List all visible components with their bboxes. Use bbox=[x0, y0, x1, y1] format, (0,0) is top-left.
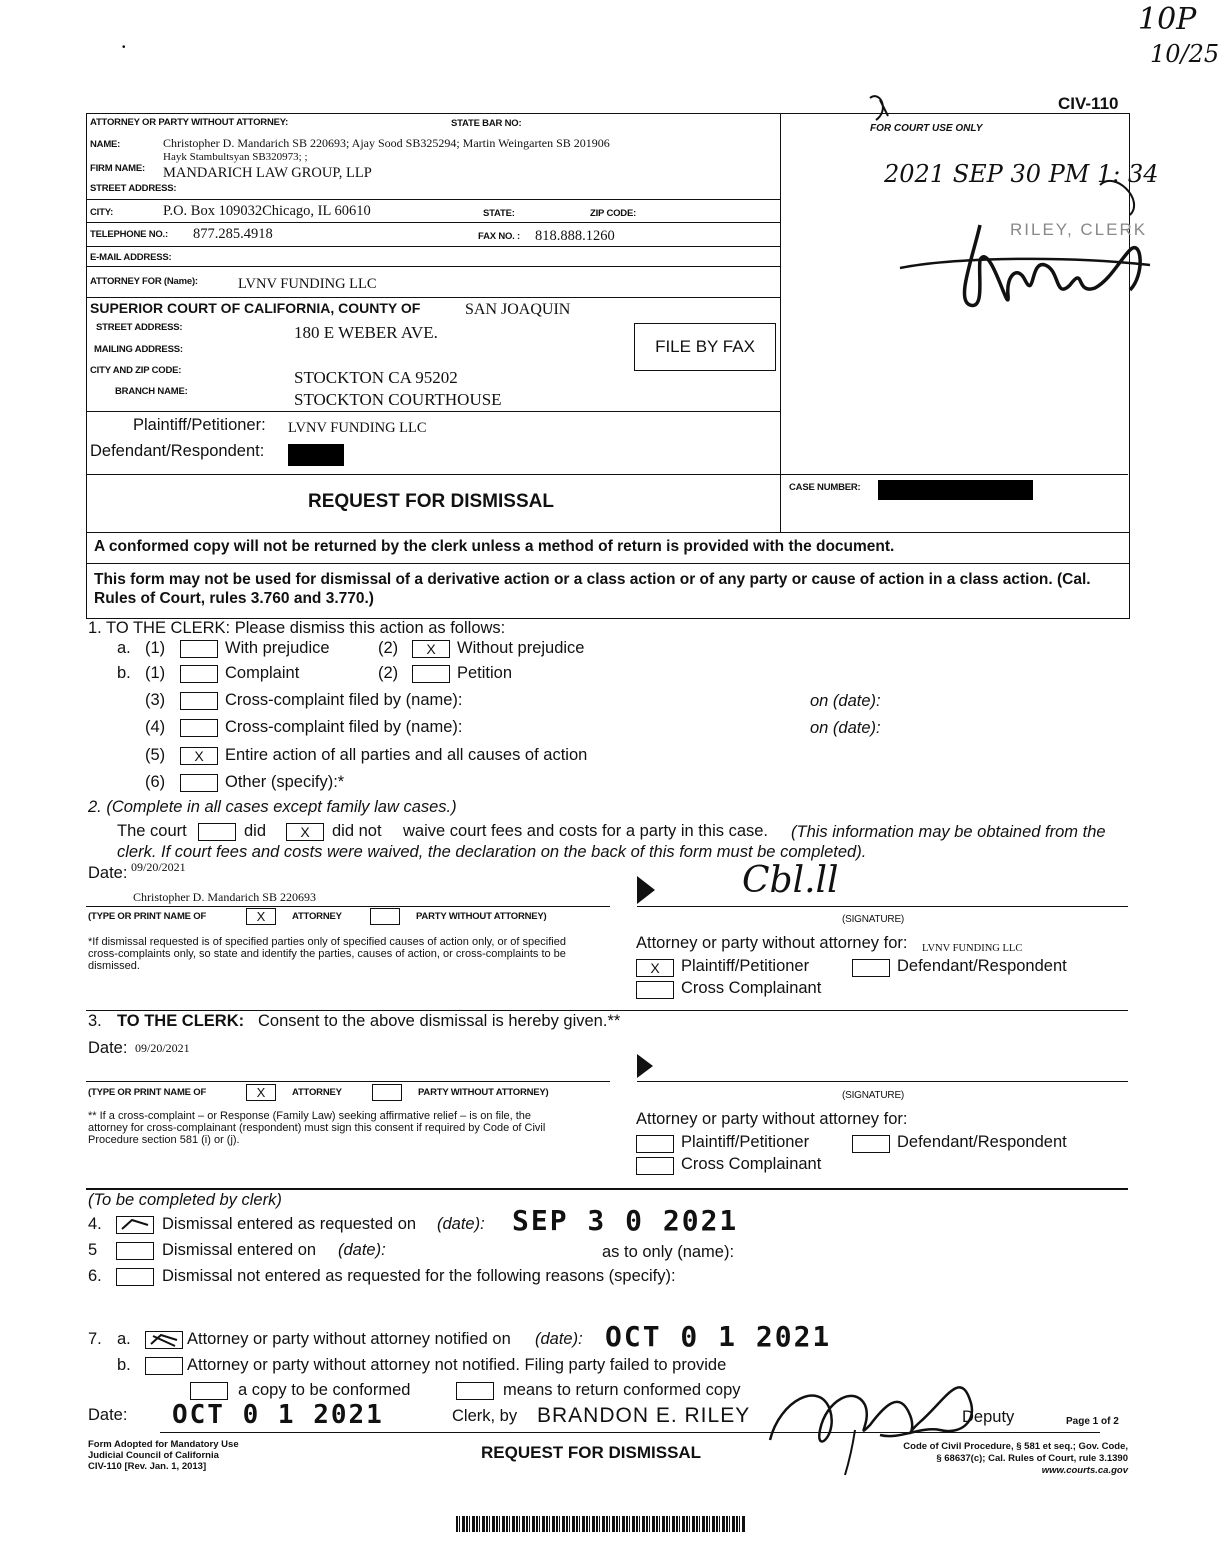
checkbox-cross-2[interactable] bbox=[636, 981, 674, 999]
other-label: Other (specify):* bbox=[225, 773, 345, 791]
checkbox-item5[interactable] bbox=[116, 1242, 154, 1260]
cross-label-2: Cross Complainant bbox=[681, 979, 822, 997]
section2-signer: Christopher D. Mandarich SB 220693 bbox=[133, 890, 316, 904]
city-value: P.O. Box 109032Chicago, IL 60610 bbox=[163, 203, 371, 219]
item7b-label: b. bbox=[117, 1356, 131, 1374]
item-a1-num: (1) bbox=[145, 639, 166, 657]
fax-label: FAX NO. : bbox=[478, 231, 521, 242]
footer-right-3: www.courts.ca.gov bbox=[1041, 1465, 1128, 1476]
attorney-for-value: LVNV FUNDING LLC bbox=[238, 276, 377, 292]
clerk-stamp: RILEY, CLERK bbox=[1010, 220, 1148, 239]
item-b-label: b. bbox=[117, 664, 131, 682]
did-label: did bbox=[244, 822, 267, 840]
class-action-notice: This form may not be used for dismissal of a derivative action or a class action or of any party or cause of action in a class action. (Cal. Rules of Court, rules 3.760 and 3.770.) bbox=[94, 571, 1091, 607]
checkbox-item7b[interactable] bbox=[145, 1357, 183, 1375]
barcode bbox=[456, 1516, 746, 1532]
section3-num: 3. bbox=[88, 1012, 102, 1030]
clerk-date: OCT 0 1 2021 bbox=[172, 1400, 384, 1430]
attorney-for-label-2: Attorney or party without attorney for: bbox=[636, 934, 908, 952]
checkbox-without-prejudice[interactable]: X bbox=[412, 640, 450, 658]
without-prejudice-label: Without prejudice bbox=[457, 639, 585, 657]
attorney-label-2: ATTORNEY bbox=[292, 911, 342, 922]
header-divider bbox=[780, 113, 781, 533]
footer-left-3: CIV-110 [Rev. Jan. 1, 2013] bbox=[88, 1461, 207, 1472]
margin-note-1: 10P bbox=[1138, 2, 1197, 37]
court-text: The court bbox=[117, 822, 187, 840]
checkbox-copy-conformed[interactable] bbox=[190, 1382, 228, 1400]
mailing-label: MAILING ADDRESS: bbox=[94, 344, 183, 355]
type-print-label-3: (TYPE OR PRINT NAME OF bbox=[88, 1087, 207, 1098]
filed-stamp: 2021 SEP 30 PM 1: 34 bbox=[884, 160, 1159, 188]
defendant-label-3: Defendant/Respondent bbox=[897, 1133, 1067, 1151]
attorney-for-label-3: Attorney or party without attorney for: bbox=[636, 1110, 908, 1128]
checkbox-attorney-3[interactable]: X bbox=[246, 1084, 276, 1101]
checkbox-other[interactable] bbox=[180, 774, 218, 792]
checkbox-item4[interactable] bbox=[116, 1216, 154, 1234]
footer-right-1: Code of Civil Procedure, § 581 et seq.; Gov. Code, bbox=[903, 1441, 1128, 1452]
item4-date: SEP 3 0 2021 bbox=[512, 1204, 739, 1237]
item7-num: 7. bbox=[88, 1330, 102, 1348]
city-label: CITY: bbox=[90, 207, 114, 218]
item-a2-num: (2) bbox=[378, 639, 399, 657]
waive-text: waive court fees and costs for a party in this case. bbox=[403, 822, 769, 840]
clerk-by: Clerk, by bbox=[452, 1407, 518, 1425]
entire-action-label: Entire action of all parties and all causes of action bbox=[225, 746, 588, 764]
item5-date-label: (date): bbox=[338, 1241, 386, 1259]
attorney-label-3: ATTORNEY bbox=[292, 1087, 342, 1098]
checkbox-defendant-3[interactable] bbox=[852, 1135, 890, 1153]
court-street: 180 E WEBER AVE. bbox=[294, 323, 438, 342]
redaction-case-number bbox=[878, 480, 1033, 500]
file-by-fax-box: FILE BY FAX bbox=[634, 323, 776, 371]
checkbox-item6[interactable] bbox=[116, 1268, 154, 1286]
conformed-notice: A conformed copy will not be returned by the clerk unless a method of return is provided with the document. bbox=[94, 538, 895, 555]
with-prejudice-label: With prejudice bbox=[225, 639, 330, 657]
signature-label-3: (SIGNATURE) bbox=[842, 1090, 905, 1101]
plaintiff-label-2: Plaintiff/Petitioner bbox=[681, 957, 810, 975]
section2-date: 09/20/2021 bbox=[131, 860, 186, 874]
redaction-defendant bbox=[288, 444, 344, 466]
clerk-heading: (To be completed by clerk) bbox=[88, 1191, 282, 1209]
section2-signature: Cbl.ll bbox=[742, 860, 839, 901]
section2-heading: 2. (Complete in all cases except family law cases.) bbox=[88, 798, 457, 816]
court-label: SUPERIOR COURT OF CALIFORNIA, COUNTY OF bbox=[90, 300, 421, 316]
checkbox-plaintiff-2[interactable]: X bbox=[636, 959, 674, 977]
checkbox-plaintiff-3[interactable] bbox=[636, 1135, 674, 1153]
footer-left bbox=[88, 1439, 239, 1472]
defendant-label-2: Defendant/Respondent bbox=[897, 957, 1067, 975]
sign-arrow-icon bbox=[637, 876, 655, 904]
attorney-name: Christopher D. Mandarich SB 220693; Ajay Sood SB325294; Martin Weingarten SB 201906 bbox=[163, 136, 610, 150]
fax-value: 818.888.1260 bbox=[535, 228, 615, 244]
section2-date-label: Date: bbox=[88, 864, 128, 882]
section1-heading: 1. TO THE CLERK: Please dismiss this action as follows: bbox=[88, 619, 506, 637]
as-to-only: as to only (name): bbox=[602, 1243, 735, 1261]
item6-label: Dismissal not entered as requested for the following reasons (specify): bbox=[162, 1267, 676, 1285]
branch-label: BRANCH NAME: bbox=[115, 386, 188, 397]
section3-date: 09/20/2021 bbox=[135, 1041, 190, 1055]
attorney-label: ATTORNEY OR PARTY WITHOUT ATTORNEY: bbox=[90, 117, 289, 128]
court-use-label: FOR COURT USE ONLY bbox=[870, 123, 983, 134]
item4-label: Dismissal entered as requested on bbox=[162, 1215, 417, 1233]
section3-heading-rest: Consent to the above dismissal is hereby given.** bbox=[258, 1012, 621, 1030]
item6-num: 6. bbox=[88, 1267, 102, 1285]
item7a-label: a. bbox=[117, 1330, 131, 1348]
section2-footnote: *If dismissal requested is of specified parties only of specified causes of action only, or of specified cross-complaints only, so state and identify the parties, causes of action, or cross-complaints to be dismissed. bbox=[88, 936, 566, 972]
cross-complaint-2-label: Cross-complaint filed by (name): bbox=[225, 718, 463, 736]
checkbox-did-not[interactable]: X bbox=[286, 823, 324, 841]
footer-right-2: § 68637(c); Cal. Rules of Court, rule 3.1390 bbox=[936, 1453, 1128, 1464]
attorney-for-name-2: LVNV FUNDING LLC bbox=[922, 943, 1023, 954]
court-street-label: STREET ADDRESS: bbox=[96, 322, 183, 333]
item-b4-num: (4) bbox=[145, 718, 166, 736]
margin-note-2: 10/25 bbox=[1150, 40, 1219, 68]
item7a-text: Attorney or party without attorney notified on bbox=[187, 1330, 511, 1348]
type-print-label: (TYPE OR PRINT NAME OF bbox=[88, 911, 207, 922]
on-date-2: on (date): bbox=[810, 719, 881, 737]
means-return-label: means to return conformed copy bbox=[503, 1381, 741, 1399]
form-id: CIV-110 bbox=[1058, 94, 1119, 113]
plaintiff-label: Plaintiff/Petitioner: bbox=[133, 416, 266, 434]
section3-heading: TO THE CLERK: bbox=[117, 1012, 245, 1030]
item4-date-word: (date): bbox=[437, 1215, 485, 1233]
item-b3-num: (3) bbox=[145, 691, 166, 709]
section3-date-label: Date: bbox=[88, 1039, 128, 1057]
item5-label: Dismissal entered on bbox=[162, 1241, 317, 1259]
state-label: STATE: bbox=[483, 208, 515, 219]
firm-label: FIRM NAME: bbox=[90, 163, 145, 174]
checkbox-defendant-2[interactable] bbox=[852, 959, 890, 977]
checkbox-with-prejudice[interactable] bbox=[180, 640, 218, 658]
copy-conformed-label: a copy to be conformed bbox=[238, 1381, 411, 1399]
cross-complaint-1-label: Cross-complaint filed by (name): bbox=[225, 691, 463, 709]
form-title: REQUEST FOR DISMISSAL bbox=[308, 491, 554, 512]
clerk-date-label: Date: bbox=[88, 1406, 128, 1424]
on-date-1: on (date): bbox=[810, 692, 881, 710]
footer-right bbox=[856, 1441, 1128, 1477]
case-number-label: CASE NUMBER: bbox=[789, 482, 861, 493]
name-label: NAME: bbox=[90, 139, 121, 150]
item-b6-num: (6) bbox=[145, 773, 166, 791]
cityzip-label: CITY AND ZIP CODE: bbox=[90, 365, 182, 376]
party-without-label-3: PARTY WITHOUT ATTORNEY) bbox=[418, 1087, 549, 1098]
item4-num: 4. bbox=[88, 1215, 102, 1233]
petition-label: Petition bbox=[457, 664, 513, 682]
sign-arrow-icon-3 bbox=[637, 1054, 653, 1078]
court-signature-scribble bbox=[860, 90, 1160, 320]
footer-left-1: Form Adopted for Mandatory Use bbox=[88, 1439, 239, 1450]
clerk-name: BRANDON E. RILEY bbox=[537, 1404, 751, 1427]
checkbox-attorney-2[interactable]: X bbox=[246, 908, 276, 925]
state-bar-label: STATE BAR NO: bbox=[451, 118, 522, 129]
court-cityzip: STOCKTON CA 95202 bbox=[294, 368, 458, 387]
signature-label-2: (SIGNATURE) bbox=[842, 914, 905, 925]
item7b-text: Attorney or party without attorney not notified. Filing party failed to provide bbox=[187, 1356, 727, 1374]
footer-left-2: Judicial Council of California bbox=[88, 1450, 219, 1461]
email-label: E-MAIL ADDRESS: bbox=[90, 252, 172, 263]
street-label: STREET ADDRESS: bbox=[90, 183, 177, 194]
checkbox-entire-action[interactable]: X bbox=[180, 747, 218, 765]
county: SAN JOAQUIN bbox=[465, 301, 571, 318]
item5-num: 5 bbox=[88, 1241, 98, 1259]
plaintiff-value: LVNV FUNDING LLC bbox=[288, 420, 427, 436]
zip-label: ZIP CODE: bbox=[590, 208, 637, 219]
party-without-label-2: PARTY WITHOUT ATTORNEY) bbox=[416, 911, 547, 922]
footer-title: REQUEST FOR DISMISSAL bbox=[481, 1443, 702, 1462]
did-not-label: did not bbox=[332, 822, 382, 840]
checkbox-cross-complaint-2[interactable] bbox=[180, 719, 218, 737]
deputy-label: Deputy bbox=[962, 1408, 1015, 1426]
section3-footnote: ** If a cross-complaint – or Response (Family Law) seeking affirmative relief – is on file, the attorney for cross-complainant (respondent) must sign this consent if required by Code of Civil Procedure section 581 (i) or (j). bbox=[88, 1110, 546, 1146]
item-a-label: a. bbox=[117, 639, 131, 657]
checkbox-party-without-3[interactable] bbox=[372, 1084, 402, 1101]
checkbox-item7a[interactable] bbox=[145, 1331, 183, 1349]
checkbox-cross-3[interactable] bbox=[636, 1157, 674, 1175]
speck: • bbox=[122, 42, 126, 53]
plaintiff-label-3: Plaintiff/Petitioner bbox=[681, 1133, 810, 1151]
item-b2-num: (2) bbox=[378, 664, 399, 682]
checkbox-means-return[interactable] bbox=[456, 1382, 494, 1400]
defendant-label: Defendant/Respondent: bbox=[90, 442, 265, 460]
checkbox-party-without-2[interactable] bbox=[370, 908, 400, 925]
page-number: Page 1 of 2 bbox=[1066, 1416, 1119, 1427]
checkbox-petition[interactable] bbox=[412, 665, 450, 683]
checkbox-complaint[interactable] bbox=[180, 665, 218, 683]
checkbox-cross-complaint-1[interactable] bbox=[180, 692, 218, 710]
item-b5-num: (5) bbox=[145, 746, 166, 764]
info-text: (This information may be obtained from the clerk. If court fees and costs were waived, the declaration on the back of this form must be completed). bbox=[117, 823, 1106, 861]
phone-value: 877.285.4918 bbox=[193, 226, 273, 242]
cross-label-3: Cross Complainant bbox=[681, 1155, 822, 1173]
phone-label: TELEPHONE NO.: bbox=[90, 229, 168, 240]
item7a-date-word: (date): bbox=[535, 1330, 583, 1348]
attorney-for-label: ATTORNEY FOR (Name): bbox=[90, 276, 198, 287]
item-b1-num: (1) bbox=[145, 664, 166, 682]
branch-name: STOCKTON COURTHOUSE bbox=[294, 390, 502, 409]
attorney-name-2: Hayk Stambultsyan SB320973; ; bbox=[163, 151, 308, 163]
complaint-label: Complaint bbox=[225, 664, 300, 682]
item7a-date: OCT 0 1 2021 bbox=[605, 1320, 832, 1353]
firm-name: MANDARICH LAW GROUP, LLP bbox=[163, 165, 372, 181]
